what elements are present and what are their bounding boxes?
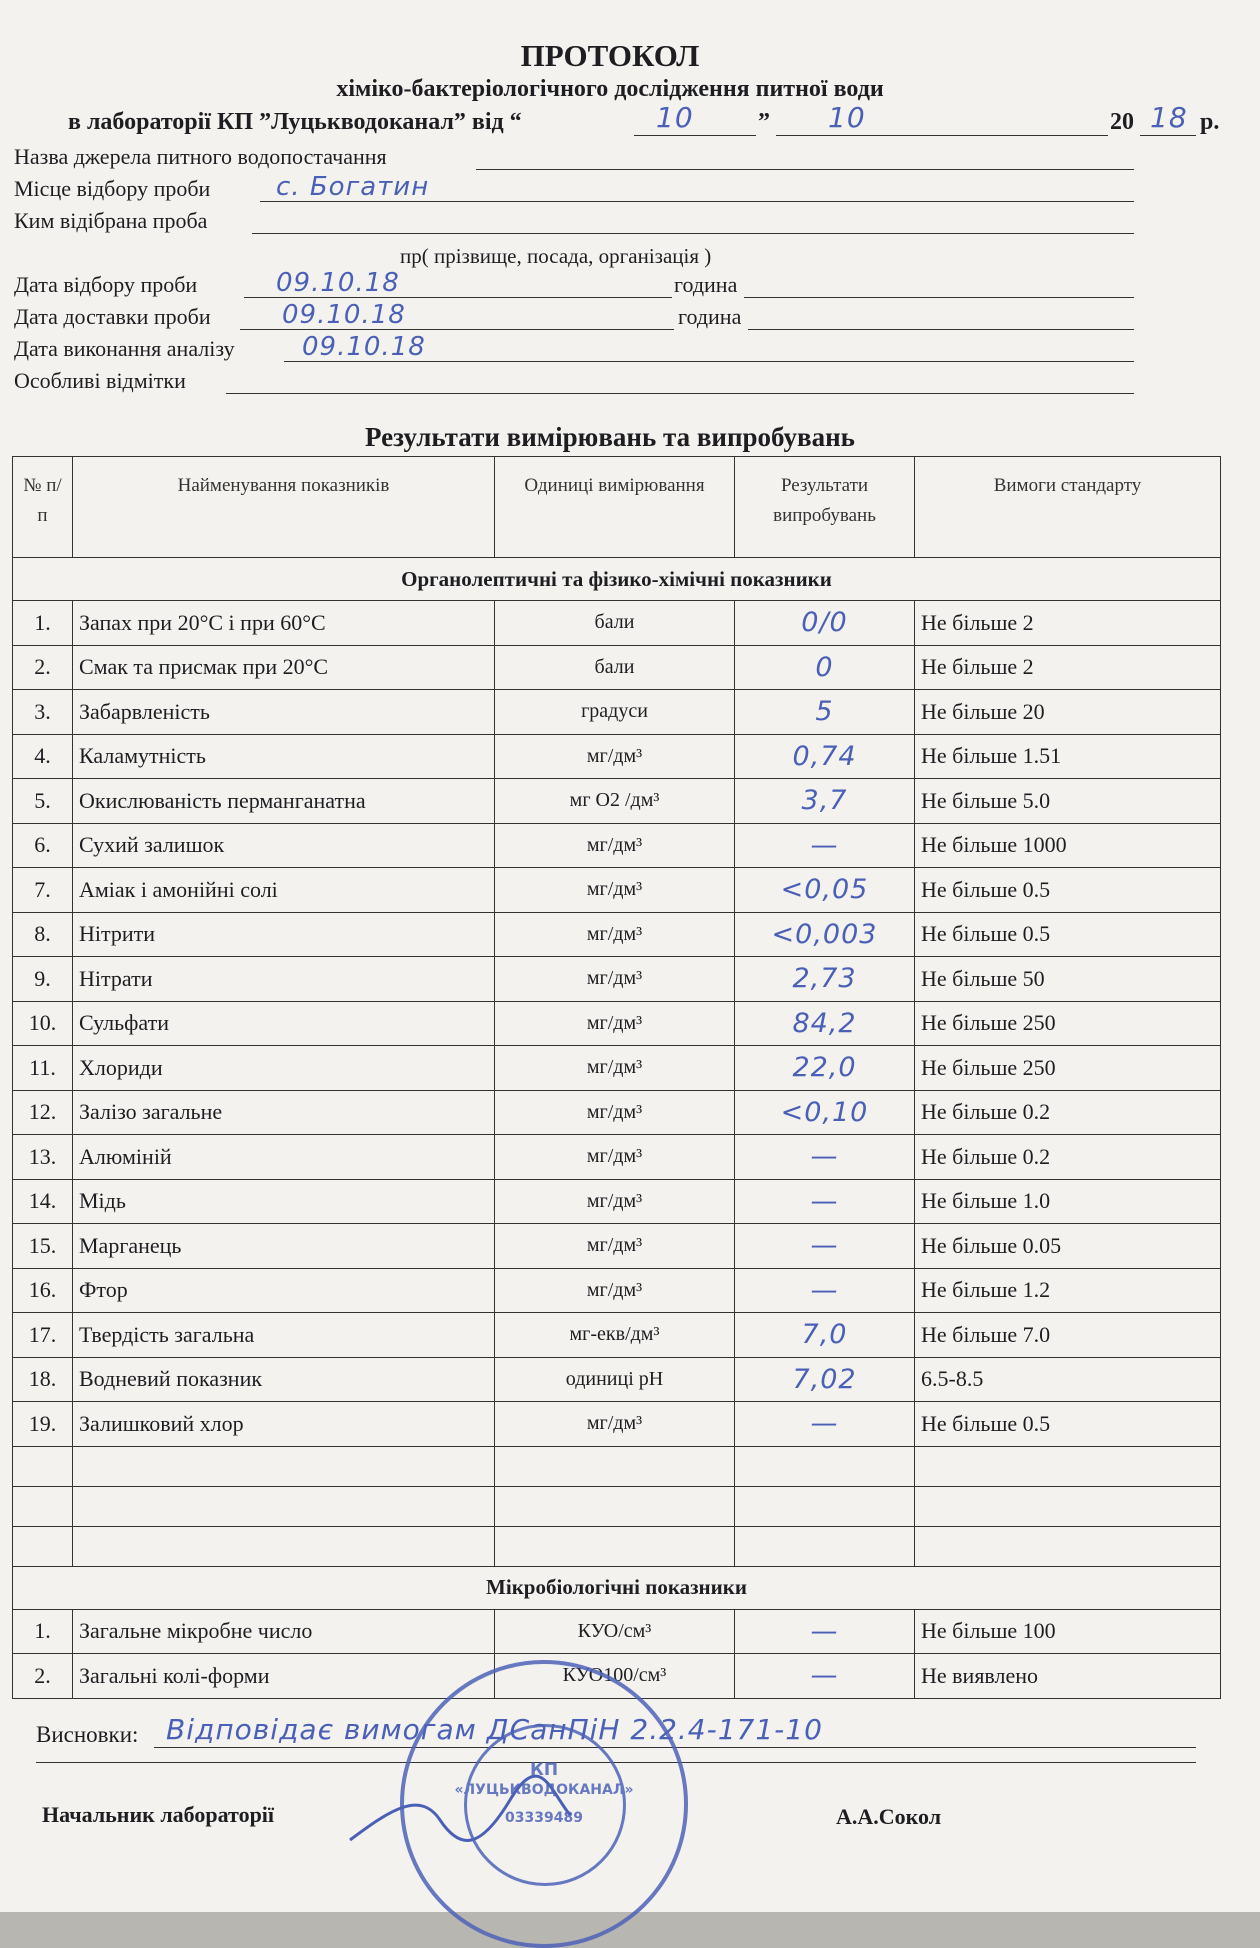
row-result: 2,73 [735, 957, 915, 1002]
row-unit: мг/дм³ [495, 1135, 735, 1180]
organization-stamp [400, 1660, 688, 1948]
col-header-name: Найменування показників [73, 457, 495, 558]
row-requirement: Не більше 0.5 [915, 1402, 1221, 1447]
empty-cell [915, 1446, 1221, 1486]
quote-close: ” [758, 109, 770, 135]
source-field [14, 142, 1134, 172]
row-num: 10. [13, 1001, 73, 1046]
table-row [13, 868, 1221, 913]
table-row [13, 645, 1221, 690]
row-requirement: Не більше 1.2 [915, 1268, 1221, 1313]
row-requirement: 6.5-8.5 [915, 1357, 1221, 1402]
row-num: 1. [13, 601, 73, 646]
row-num: 14. [13, 1179, 73, 1224]
table-row [13, 1046, 1221, 1091]
source-label: Назва джерела питного водопостачання [14, 144, 387, 169]
row-name: Аміак і амонійні солі [73, 868, 495, 913]
empty-cell [495, 1446, 735, 1486]
conclusion-label: Висновки: [36, 1722, 139, 1747]
row-name: Окислюваність перманганатна [73, 779, 495, 824]
row-num: 19. [13, 1402, 73, 1447]
row-result: — [735, 1402, 915, 1447]
row-requirement: Не більше 1.0 [915, 1179, 1221, 1224]
doc-title: ПРОТОКОЛ [520, 38, 700, 73]
row-num: 5. [13, 779, 73, 824]
row-num: 4. [13, 734, 73, 779]
row-unit: мг/дм³ [495, 1001, 735, 1046]
table-row [13, 957, 1221, 1002]
row-result: <0,10 [735, 1090, 915, 1135]
row-unit: бали [495, 601, 735, 646]
table-row [13, 601, 1221, 646]
place-label: Місце відбору проби [14, 176, 211, 201]
row-name: Забарвленість [73, 690, 495, 735]
row-requirement: Не більше 0.2 [915, 1090, 1221, 1135]
row-requirement: Не більше 50 [915, 957, 1221, 1002]
row-unit: мг/дм³ [495, 1224, 735, 1269]
doc-subtitle: хіміко-бактеріологічного дослідження питної води [336, 76, 884, 102]
empty-row [13, 1486, 1221, 1526]
section-header-micro [13, 1566, 1221, 1609]
table-row [13, 1135, 1221, 1180]
col-header-num: № п/п [13, 457, 73, 558]
row-result: <0,05 [735, 868, 915, 913]
place-field [14, 174, 1134, 204]
delivery-date-value: 09.10.18 [282, 300, 406, 330]
row-unit: мг/дм³ [495, 1046, 735, 1091]
signature-position: Начальник лабораторії [42, 1802, 275, 1827]
row-unit: мг-екв/дм³ [495, 1313, 735, 1358]
row-result: — [735, 1179, 915, 1224]
row-result: — [735, 1135, 915, 1180]
analysis-date-label: Дата виконання аналізу [14, 336, 235, 361]
empty-cell [495, 1486, 735, 1526]
row-requirement: Не більше 250 [915, 1046, 1221, 1091]
row-name: Залізо загальне [73, 1090, 495, 1135]
row-num: 9. [13, 957, 73, 1002]
table-row [13, 1357, 1221, 1402]
row-result: — [735, 1654, 915, 1699]
row-unit: КУО/см³ [495, 1609, 735, 1654]
row-requirement: Не більше 7.0 [915, 1313, 1221, 1358]
empty-cell [13, 1526, 73, 1566]
row-result: — [735, 1224, 915, 1269]
row-unit: одиниці рН [495, 1357, 735, 1402]
empty-cell [735, 1526, 915, 1566]
empty-cell [735, 1486, 915, 1526]
empty-row [13, 1446, 1221, 1486]
row-num: 11. [13, 1046, 73, 1091]
row-unit: градуси [495, 690, 735, 735]
row-result: 0,74 [735, 734, 915, 779]
sampling-date-label: Дата відбору проби [14, 272, 198, 297]
row-unit: мг/дм³ [495, 912, 735, 957]
row-requirement: Не більше 0.5 [915, 912, 1221, 957]
row-num: 12. [13, 1090, 73, 1135]
table-row [13, 779, 1221, 824]
row-requirement: Не більше 1000 [915, 823, 1221, 868]
row-name: Залишковий хлор [73, 1402, 495, 1447]
year-prefix: 20 [1110, 109, 1134, 135]
row-result: 22,0 [735, 1046, 915, 1091]
row-requirement: Не більше 250 [915, 1001, 1221, 1046]
year-suffix: 18 [1150, 101, 1188, 134]
row-requirement: Не більше 20 [915, 690, 1221, 735]
row-name: Смак та присмак при 20°С [73, 645, 495, 690]
row-requirement: Не більше 2 [915, 601, 1221, 646]
lab-line-prefix: в лабораторії КП ”Луцькводоканал” від “ [68, 109, 522, 135]
row-num: 6. [13, 823, 73, 868]
delivery-date-label: Дата доставки проби [14, 304, 211, 329]
row-result: 5 [735, 690, 915, 735]
table-row [13, 912, 1221, 957]
row-name: Каламутність [73, 734, 495, 779]
row-name: Водневий показник [73, 1357, 495, 1402]
row-name: Сульфати [73, 1001, 495, 1046]
empty-cell [13, 1486, 73, 1526]
col-header-unit: Одиниці вимірювання [495, 457, 735, 558]
row-unit: мг О2 /дм³ [495, 779, 735, 824]
section-title-physchem: Органолептичні та фізико-хімічні показники [13, 558, 1221, 601]
row-name: Твердість загальна [73, 1313, 495, 1358]
row-num: 16. [13, 1268, 73, 1313]
row-name: Нітрити [73, 912, 495, 957]
hour-label: година [674, 272, 738, 297]
row-result: — [735, 1609, 915, 1654]
row-name: Сухий залишок [73, 823, 495, 868]
place-value: с. Богатин [276, 172, 430, 202]
row-num: 8. [13, 912, 73, 957]
table-row [13, 1609, 1221, 1654]
results-title: Результати вимірювань та випробувань [365, 422, 855, 452]
row-result: — [735, 823, 915, 868]
empty-cell [13, 1446, 73, 1486]
row-num: 17. [13, 1313, 73, 1358]
row-requirement: Не більше 5.0 [915, 779, 1221, 824]
row-unit: мг/дм³ [495, 1179, 735, 1224]
row-num: 2. [13, 1654, 73, 1699]
results-table [12, 456, 1221, 1699]
notes-label: Особливі відмітки [14, 368, 186, 393]
row-name: Фтор [73, 1268, 495, 1313]
row-unit: мг/дм³ [495, 734, 735, 779]
analysis-date-value: 09.10.18 [302, 332, 426, 362]
collector-field [14, 206, 1134, 236]
table-header-row [13, 457, 1221, 558]
row-requirement: Не більше 0.2 [915, 1135, 1221, 1180]
analysis-date-field [14, 334, 1134, 364]
empty-cell [735, 1446, 915, 1486]
row-name: Загальне мікробне число [73, 1609, 495, 1654]
row-result: — [735, 1268, 915, 1313]
row-unit: мг/дм³ [495, 868, 735, 913]
table-row [13, 1179, 1221, 1224]
day-value: 10 [656, 101, 694, 134]
stamp-code: 03339489 [505, 1810, 583, 1826]
table-row [13, 1224, 1221, 1269]
signature-name: А.А.Сокол [836, 1804, 942, 1829]
row-requirement: Не більше 0.05 [915, 1224, 1221, 1269]
row-num: 18. [13, 1357, 73, 1402]
empty-cell [73, 1526, 495, 1566]
row-unit: мг/дм³ [495, 1268, 735, 1313]
table-row [13, 690, 1221, 735]
table-row [13, 1090, 1221, 1135]
stamp-org: КП [529, 1760, 559, 1780]
collector-label: Ким відібрана проба [14, 208, 208, 233]
delivery-date-field [14, 302, 1134, 332]
lab-line [68, 101, 1220, 140]
empty-cell [73, 1486, 495, 1526]
row-result: 0/0 [735, 601, 915, 646]
stamp-inner-ring [464, 1724, 626, 1886]
col-header-req: Вимоги стандарту [915, 457, 1221, 558]
notes-field [14, 366, 1134, 396]
row-result: <0,003 [735, 912, 915, 957]
row-name: Хлориди [73, 1046, 495, 1091]
row-num: 7. [13, 868, 73, 913]
row-result: 7,02 [735, 1357, 915, 1402]
row-num: 13. [13, 1135, 73, 1180]
row-requirement: Не більше 100 [915, 1609, 1221, 1654]
row-num: 2. [13, 645, 73, 690]
row-name: Запах при 20°С і при 60°С [73, 601, 495, 646]
empty-cell [495, 1526, 735, 1566]
row-name: Марганець [73, 1224, 495, 1269]
row-unit: мг/дм³ [495, 823, 735, 868]
hour2-label: година [678, 304, 742, 329]
table-row [13, 1268, 1221, 1313]
row-name: Алюміній [73, 1135, 495, 1180]
row-unit: мг/дм³ [495, 1402, 735, 1447]
row-requirement: Не більше 1.51 [915, 734, 1221, 779]
empty-cell [915, 1486, 1221, 1526]
empty-row [13, 1526, 1221, 1566]
row-num: 1. [13, 1609, 73, 1654]
table-row [13, 1313, 1221, 1358]
table-row [13, 823, 1221, 868]
row-requirement: Не виявлено [915, 1654, 1221, 1699]
row-result: 0 [735, 645, 915, 690]
table-row [13, 1402, 1221, 1447]
row-result: 7,0 [735, 1313, 915, 1358]
row-result: 84,2 [735, 1001, 915, 1046]
col-header-result: Результати випробувань [735, 457, 915, 558]
section-title-micro: Мікробіологічні показники [13, 1566, 1221, 1609]
row-name: Мідь [73, 1179, 495, 1224]
section-header-physchem [13, 558, 1221, 601]
collector-hint: пр( прізвище, посада, організація ) [400, 244, 712, 268]
conclusion-value: Відповідає вимогам ДСанПіН 2.2.4-171-10 [166, 1713, 823, 1746]
row-result: 3,7 [735, 779, 915, 824]
year-end: р. [1200, 109, 1220, 135]
row-requirement: Не більше 2 [915, 645, 1221, 690]
table-row [13, 734, 1221, 779]
row-name: Нітрати [73, 957, 495, 1002]
row-num: 15. [13, 1224, 73, 1269]
row-requirement: Не більше 0.5 [915, 868, 1221, 913]
row-unit: КУО100/см³ [495, 1654, 735, 1699]
month-value: 10 [828, 101, 866, 134]
row-num: 3. [13, 690, 73, 735]
table-row [13, 1001, 1221, 1046]
row-unit: мг/дм³ [495, 957, 735, 1002]
empty-cell [915, 1526, 1221, 1566]
empty-cell [73, 1446, 495, 1486]
row-unit: бали [495, 645, 735, 690]
stamp-name: «ЛУЦЬКВОДОКАНАЛ» [454, 1782, 634, 1798]
sampling-date-value: 09.10.18 [276, 268, 400, 298]
row-name: Загальні колі-форми [73, 1654, 495, 1699]
row-unit: мг/дм³ [495, 1090, 735, 1135]
sampling-date-field [14, 270, 1134, 300]
